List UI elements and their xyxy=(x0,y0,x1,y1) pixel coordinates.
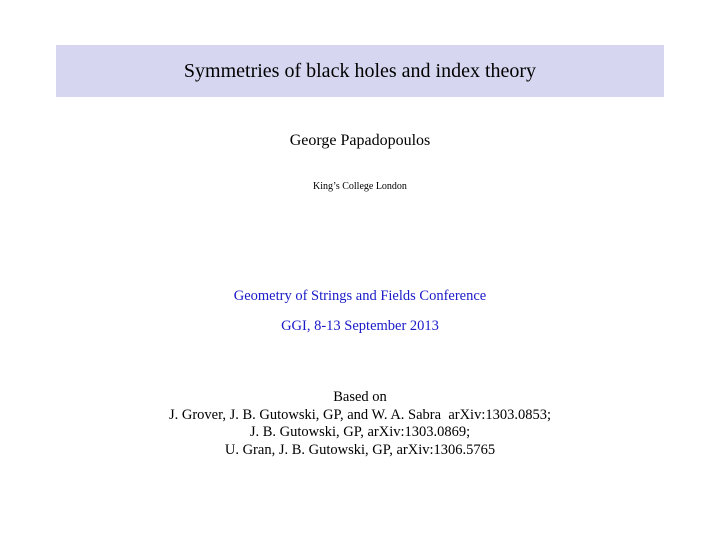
author-name: George Papadopoulos xyxy=(289,132,431,149)
conference-name: Geometry of Strings and Fields Conference xyxy=(233,288,487,304)
reference-line: J. B. Gutowski, GP, arXiv:1303.0869; xyxy=(249,424,471,440)
reference-line: U. Gran, J. B. Gutowski, GP, arXiv:1306.5765 xyxy=(224,441,496,458)
references-block xyxy=(0,389,720,459)
title-bar xyxy=(56,45,664,97)
page-title: Symmetries of black holes and index theory xyxy=(183,60,537,82)
affiliation: King’s College London xyxy=(313,181,407,192)
conference-event: GGI, 8-13 September 2013 xyxy=(281,318,439,334)
references-heading: Based on xyxy=(333,389,387,405)
reference-line: J. Grover, J. B. Gutowski, GP, and W. A. Sabra arXiv:1303.0853; xyxy=(168,406,552,423)
